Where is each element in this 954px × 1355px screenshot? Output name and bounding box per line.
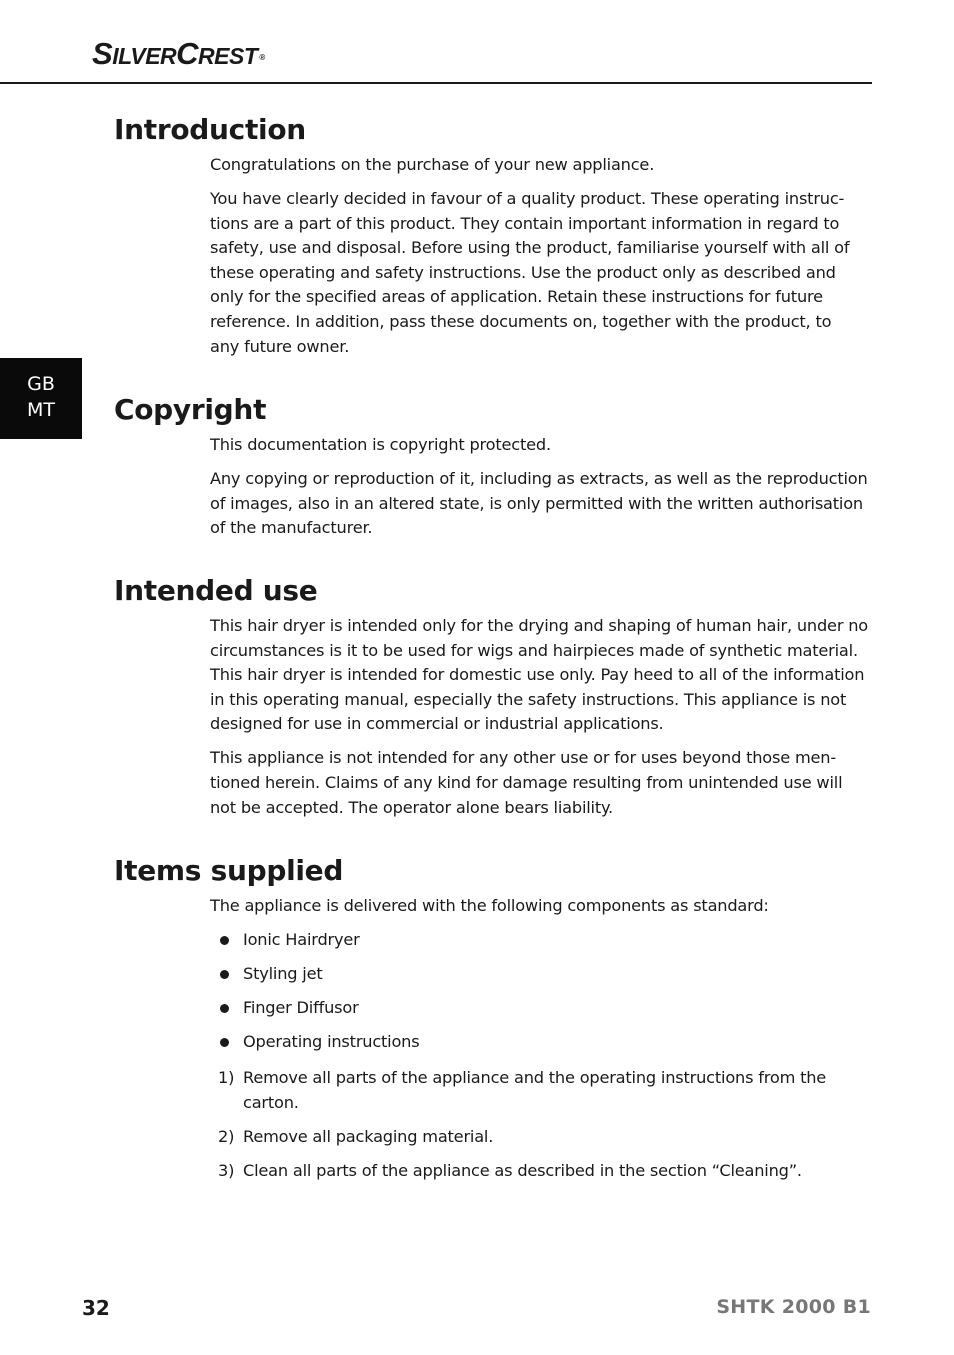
step-item: 1) Remove all parts of the appliance and the operating instructions from the carton.: [218, 1068, 827, 1113]
heading-introduction: Introduction: [114, 113, 306, 146]
step-item: 3) Clean all parts of the appliance as described in the section “Cleaning”.: [218, 1161, 802, 1181]
heading-copyright: Copyright: [114, 393, 267, 426]
list-item: Ionic Hairdryer: [210, 928, 860, 953]
intended-use-paragraph-2: This appliance is not intended for any other use or for uses beyond those men- tioned herein. Claims of any kind for damage resulting from unintended use will not be accepted. The operator alone bears liability.: [210, 748, 843, 817]
intro-paragraph-2: You have clearly decided in favour of a quality product. These operating instruc- tions are a part of this product. They contain important information in regard to safety, use and disposal. Before using the product, familiarise yourself with all of these operating and safety instructions. Use the product only as described and only for the specified areas of application. Retain these instructions for future reference. In addition, pass these documents on, together with the product, to any future owner.: [210, 189, 850, 356]
items-list: [210, 928, 860, 1055]
intro-paragraph-1: Congratulations on the purchase of your new appliance.: [210, 155, 655, 174]
heading-items-supplied: Items supplied: [114, 854, 344, 887]
language-mt: MT: [27, 399, 55, 421]
header-rule: [0, 82, 872, 84]
page-number: 32: [82, 1296, 110, 1320]
step-item: 2) Remove all packaging material.: [218, 1127, 494, 1147]
unpacking-steps: [210, 1066, 860, 1183]
bullet-icon: [220, 1004, 229, 1013]
list-item: Styling jet: [210, 962, 860, 987]
silvercrest-logo: SILVERCREST ®: [92, 36, 265, 71]
section-copyright: [114, 393, 868, 541]
language-gb: GB: [27, 373, 55, 395]
bullet-icon: [220, 1038, 229, 1047]
copyright-paragraph-1: This documentation is copyright protected.: [210, 435, 551, 454]
section-intended-use: [114, 574, 868, 820]
list-item: Finger Diffusor: [210, 996, 860, 1021]
items-supplied-intro: The appliance is delivered with the following components as standard:: [210, 896, 769, 915]
model-number: SHTK 2000 B1: [716, 1296, 871, 1318]
section-introduction: [114, 113, 856, 359]
language-tab: [0, 358, 82, 439]
bullet-icon: [220, 970, 229, 979]
copyright-paragraph-2: Any copying or reproduction of it, including as extracts, as well as the reproduction of images, also in an altered state, is only permitted with the written authorisation of the manufacturer.: [210, 469, 868, 538]
intended-use-paragraph-1: This hair dryer is intended only for the drying and shaping of human hair, under no circumstances is it to be used for wigs and hairpieces made of synthetic material. This hair dryer is intended for domestic use only. Pay heed to all of the information in this operating manual, especially the safety instructions. This appliance is not designed for use in commercial or industrial applications.: [210, 616, 868, 734]
list-item: Operating instructions: [210, 1030, 860, 1055]
section-items-supplied: [114, 854, 856, 1193]
heading-intended-use: Intended use: [114, 574, 318, 607]
bullet-icon: [220, 936, 229, 945]
